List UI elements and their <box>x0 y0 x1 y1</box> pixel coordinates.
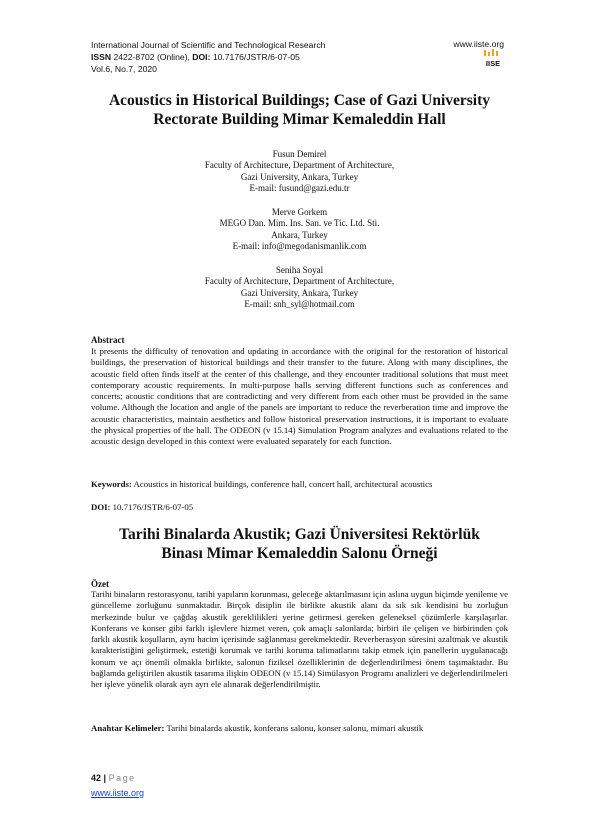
iiste-logo <box>482 49 504 69</box>
title-line-1: Acoustics in Historical Buildings; Case of Gazi University <box>108 92 491 109</box>
author-affiliation: Gazi University, Ankara, Turkey <box>240 171 359 182</box>
logo-bar-4 <box>496 51 498 56</box>
author-email: E-mail: fusund@gazi.edu.tr <box>249 183 350 194</box>
author-affiliation: Gazi University, Ankara, Turkey <box>240 287 359 298</box>
author-email: E-mail: snh_syl@hotmail.com <box>244 299 355 310</box>
turkish-keywords-line <box>91 723 511 733</box>
doi-text: 10.7176/JSTR/6-07-05 <box>112 502 194 512</box>
doi-line <box>91 502 511 512</box>
title-line-2: Rectorate Building Mimar Kemaleddin Hall <box>153 111 446 128</box>
turkish-title-line-1: Tarihi Binalarda Akustik; Gazi Üniversitesi Rektörlük <box>119 526 480 543</box>
author-block-3 <box>90 265 509 311</box>
author-affiliation: Faculty of Architecture, Department of Architecture, <box>204 276 395 287</box>
author-email: E-mail: info@megodanismanlik.com <box>232 241 367 252</box>
logo-bar-3 <box>492 49 494 56</box>
logo-bar-2 <box>488 52 490 56</box>
keywords-line <box>91 479 511 489</box>
abstract-text: It presents the difficulty of renovation and updating in accordance with the original for the restoration of historical buildings, the preservation of historical buildings and their transfer to the future. Along with many disciplines, the acoustic field often finds itself at the center of this challenge, and they encounter traditional solutions that must meet contemporary acoustic requirements. In multi-purpose halls serving different functions such as conferences and concerts; acoustic conditions that are contradicting and very different from each other must be provided in the same volume. Although the location and angle of the panels are important to reduce the reverberation time and improve the acoustic characteristics, maintain aesthetics and follow historical preservation instructions, it is important to evaluate the physical properties of the hall. The ODEON (v 15.14) Simulation Program analyzes and evaluations related to the acoustic design developed in this context were evaluated separately for each function. <box>91 346 508 447</box>
journal-name: International Journal of Scientific and Technological Research <box>91 40 326 50</box>
logo-bar-1 <box>484 50 486 56</box>
issn-value: 2422-8702 (Online), <box>113 52 190 62</box>
volume-issue: Vol.6, No.7, 2020 <box>91 64 157 74</box>
header-website[interactable]: www.iiste.org <box>453 39 504 49</box>
footer-website-link[interactable]: www.iiste.org <box>91 788 145 798</box>
author-name: Merve Gorkem <box>271 207 328 217</box>
ozet-text: Tarihi binaların restorasyonu, tarihi yapıların korunması, geleceğe aktarılmasını için aslına uygun biçimde yenileme ve güncelleme zorluğunu sunmaktadır. Birçok disiplin ile birlikte akustik alanı da sık sık kendisini bu zorluğun merkezinde bulur ve çağdaş akustik gereklilikleri yerine getirmesi gereken geleneksel çözümlerle karşılaşırlar. Konferans ve konser gibi farklı işlevlere hizmet veren, çok amaçlı salonlarda; birbiri ile çelişen ve birbirinden çok farklı akustik koşulların, aynı hacim içerisinde sağlanması gerekmektedir. Reverberasyon süresini azaltmak ve akustik karakteristiğini geliştirmek, estetiği korumak ve tarihi koruma talimatlarını takip etmek için panellerin uygulanacağı konum ve açı önemli olmakla birlikte, salonun fiziksel özelliklerinin de değerlendirilmesi önem taşımaktadır. Bu bağlamda geliştirilen akustik tasarıma ilişkin ODEON (v 15.14) Simülasyon Programı analizleri ve değerlendirilmeleri her işleve yönelik olarak ayrı ayrı ele alınarak değerlendirilmiştir. <box>91 589 508 690</box>
author-affiliation: Ankara, Turkey <box>271 229 328 240</box>
page-label: Page <box>108 773 136 783</box>
logo-text: IISE <box>485 59 501 68</box>
paper-title <box>60 91 539 129</box>
author-name: Seniha Soyal <box>275 265 324 275</box>
header-doi-value: 10.7176/JSTR/6-07-05 <box>212 52 300 62</box>
issn-doi-line <box>91 51 325 63</box>
turkish-keywords-text: Tarihi binalarda akustik, konferans salonu, konser salonu, mimari akustik <box>166 723 424 733</box>
author-affiliation: MEGO Dan. Mim. Ins. San. ve Tic. Ltd. Sti. <box>219 218 380 229</box>
author-block-2 <box>90 207 509 253</box>
author-block-1 <box>90 149 509 195</box>
author-affiliation: Faculty of Architecture, Department of Architecture, <box>204 160 395 171</box>
keywords-text: Acoustics in historical buildings, conference hall, concert hall, architectural acoustics <box>133 479 433 489</box>
page-separator: | <box>103 773 107 783</box>
page-footer <box>91 773 136 783</box>
abstract-heading: Abstract <box>91 335 125 345</box>
issn-label: ISSN <box>91 52 112 62</box>
journal-header <box>91 39 325 75</box>
doi-label: DOI: <box>91 502 111 512</box>
keywords-label: Keywords: <box>91 479 132 489</box>
header-doi-label: DOI: <box>192 52 211 62</box>
ozet-heading: Özet <box>91 579 109 589</box>
turkish-title-line-2: Binası Mimar Kemaleddin Salonu Örneği <box>161 545 438 562</box>
author-name: Fusun Demirel <box>272 149 327 159</box>
turkish-keywords-label: Anahtar Kelimeler: <box>91 723 165 733</box>
page-number: 42 <box>91 773 102 783</box>
turkish-title <box>60 525 539 563</box>
